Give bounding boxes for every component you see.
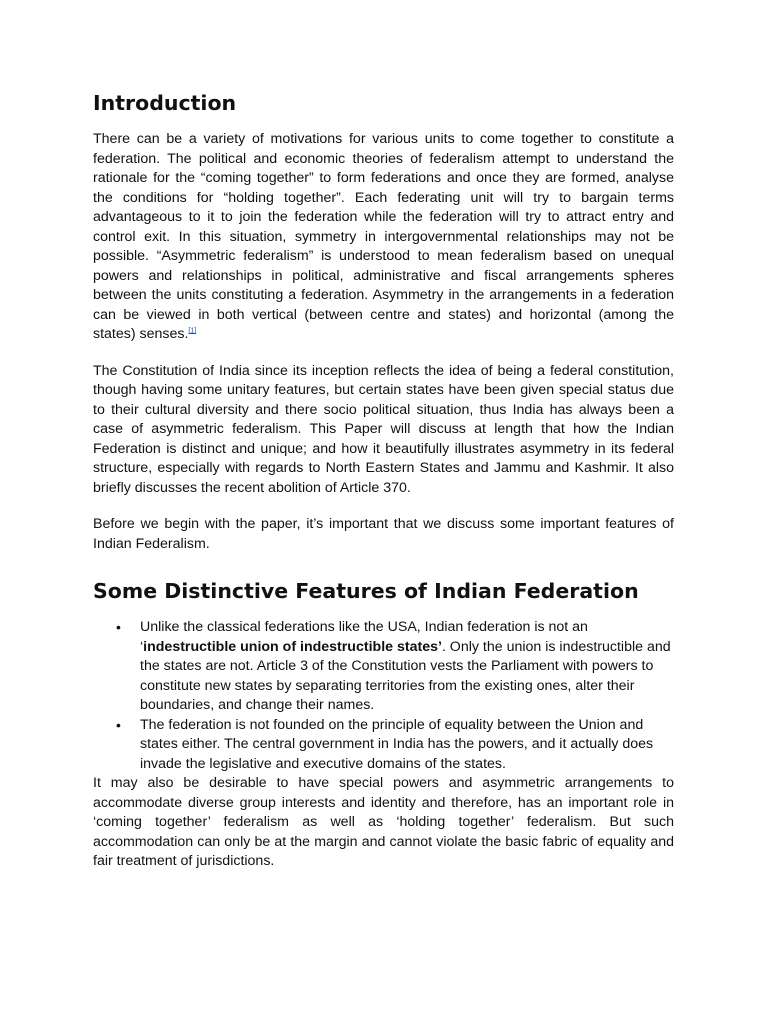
list-item-text-end: . Only the union is indestructible and the states are not. Article 3 of the Constitution vests the Parliament with powers to constitute new states by separating territories from the existing ones, alter their boundaries, and change their names. — [140, 638, 671, 713]
intro-paragraph-1-text: There can be a variety of motivations for various units to come together to constitute a federation. The political and economic theories of federalism attempt to understand the rationale for the “coming together” to form federations and once they are formed, analyse the conditions for “holding together”. Each federating unit will try to bargain terms advantageous to it to join the federation while the federation will try to attract entry and control exit. In this situation, symmetry in intergovernmental relationships may not be possible. “Asymmetric federalism” is understood to mean federalism based on unequal powers and relationships in political, administrative and fiscal arrangements spheres between the units constituting a federation. Asymmetry in the arrangements in a federation can be viewed in both vertical (between centre and states) and horizontal (among the states) senses. — [93, 131, 674, 342]
bullet-icon: • — [116, 619, 121, 635]
list-item-bold-text: indestructible union of indestructible states’ — [143, 638, 442, 655]
list-item — [116, 716, 674, 775]
footnote-link[interactable]: [1] — [188, 327, 197, 335]
list-item-text-start: Unlike the classical federations like the USA, Indian federation is not an ‘ — [140, 619, 588, 655]
bullet-icon: • — [116, 716, 121, 733]
intro-paragraph-3: Before we begin with the paper, it’s important that we discuss some important features of Indian Federalism. — [93, 516, 674, 552]
features-heading: Some Distinctive Features of Indian Federation — [93, 579, 639, 603]
features-list — [93, 618, 674, 774]
intro-paragraph-2: The Constitution of India since its inception reflects the idea of being a federal constitution, though having some unitary features, but certain states have been given special status due to their cultural diversity and there socio political situation, thus India has always been a case of asymmetric federalism. This Paper will discuss at length that how the Indian Federation is distinct and unique; and how it beautifully illustrates asymmetry in its federal structure, especially with regards to North Eastern States and Jammu and Kashmir. It also briefly discusses the recent abolition of Article 370. — [93, 362, 674, 496]
introduction-heading: Introduction — [93, 91, 237, 115]
list-item — [116, 618, 674, 716]
intro-paragraph-1 — [93, 130, 674, 345]
closing-paragraph: It may also be desirable to have special powers and asymmetric arrangements to accommodate diverse group interests and identity and therefore, has an important role in ‘coming together’ federalism as well as ‘holding together’ federalism. But such accommodation can only be at the margin and cannot violate the basic fabric of equality and fair treatment of jurisdictions. — [93, 775, 674, 869]
list-item-text: The federation is not founded on the principle of equality between the Union and states either. The central government in India has the powers, and it actually does invade the legislative and executive domains of the states. — [140, 716, 654, 772]
